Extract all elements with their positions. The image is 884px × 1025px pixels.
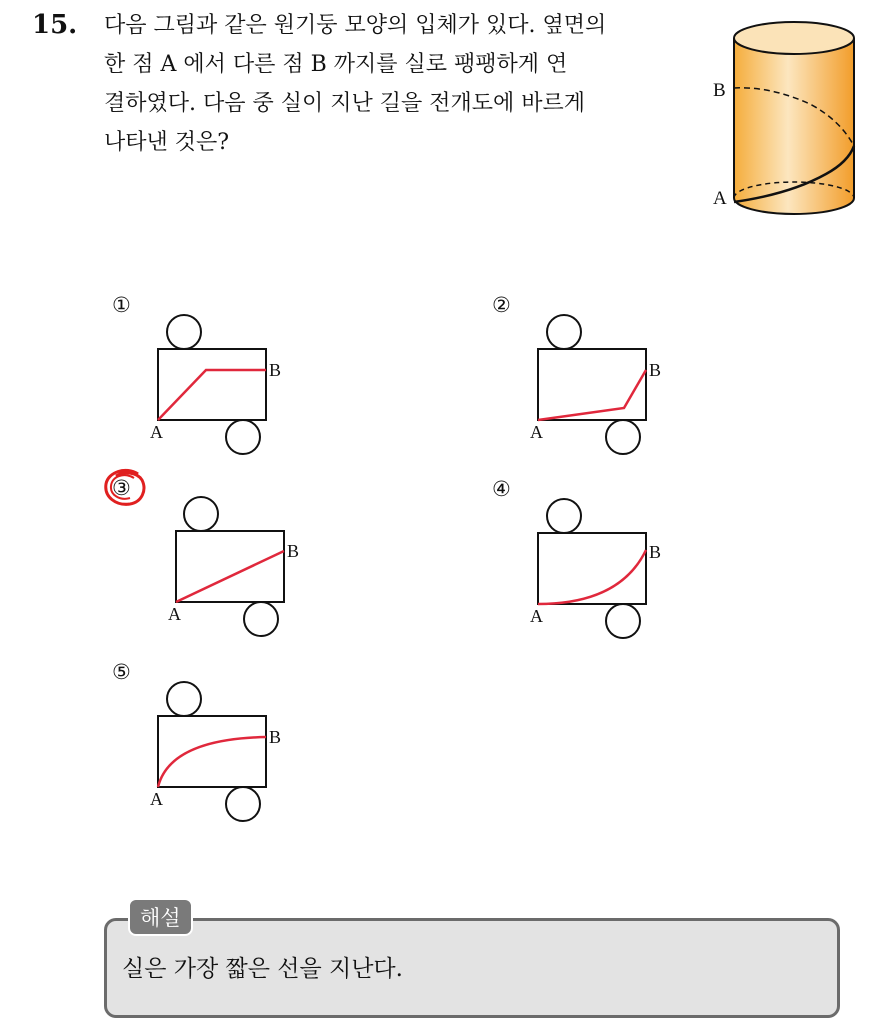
choice-marker: ② xyxy=(492,293,511,317)
label-b: B xyxy=(287,541,300,561)
cylinder-top xyxy=(734,22,854,54)
label-a: A xyxy=(150,422,163,442)
choice-5[interactable] xyxy=(100,655,300,831)
choice-marker: ① xyxy=(112,293,131,317)
explanation-tab: 해설 xyxy=(128,898,193,936)
label-b: B xyxy=(649,360,662,380)
cylinder-label-a: A xyxy=(713,188,727,209)
choice-marker: ③ xyxy=(112,476,131,500)
choice-marker: ④ xyxy=(492,477,511,501)
question-number: 15. xyxy=(32,10,78,40)
explanation-text: 실은 가장 짧은 선을 지난다. xyxy=(122,956,403,982)
cylinder-label-b: B xyxy=(713,80,726,101)
question-text xyxy=(104,6,684,162)
label-b: B xyxy=(269,360,282,380)
label-a: A xyxy=(530,606,543,626)
choice-1[interactable] xyxy=(100,288,300,464)
label-a: A xyxy=(150,789,163,809)
choice-marker: ⑤ xyxy=(112,660,131,684)
label-b: B xyxy=(269,727,282,747)
question-line: 결하였다. 다음 중 실이 지난 길을 전개도에 바르게 xyxy=(104,91,585,116)
question-line: 나타낸 것은? xyxy=(104,130,230,155)
cylinder-figure xyxy=(700,18,870,218)
choice-2[interactable] xyxy=(480,288,680,464)
label-a: A xyxy=(530,422,543,442)
choice-4[interactable] xyxy=(480,472,680,648)
choice-3[interactable] xyxy=(100,464,310,640)
label-a: A xyxy=(168,604,181,624)
label-b: B xyxy=(649,542,662,562)
question-line: 다음 그림과 같은 원기둥 모양의 입체가 있다. 옆면의 xyxy=(104,13,607,38)
question-line: 한 점 A 에서 다른 점 B 까지를 실로 팽팽하게 연 xyxy=(104,52,568,77)
